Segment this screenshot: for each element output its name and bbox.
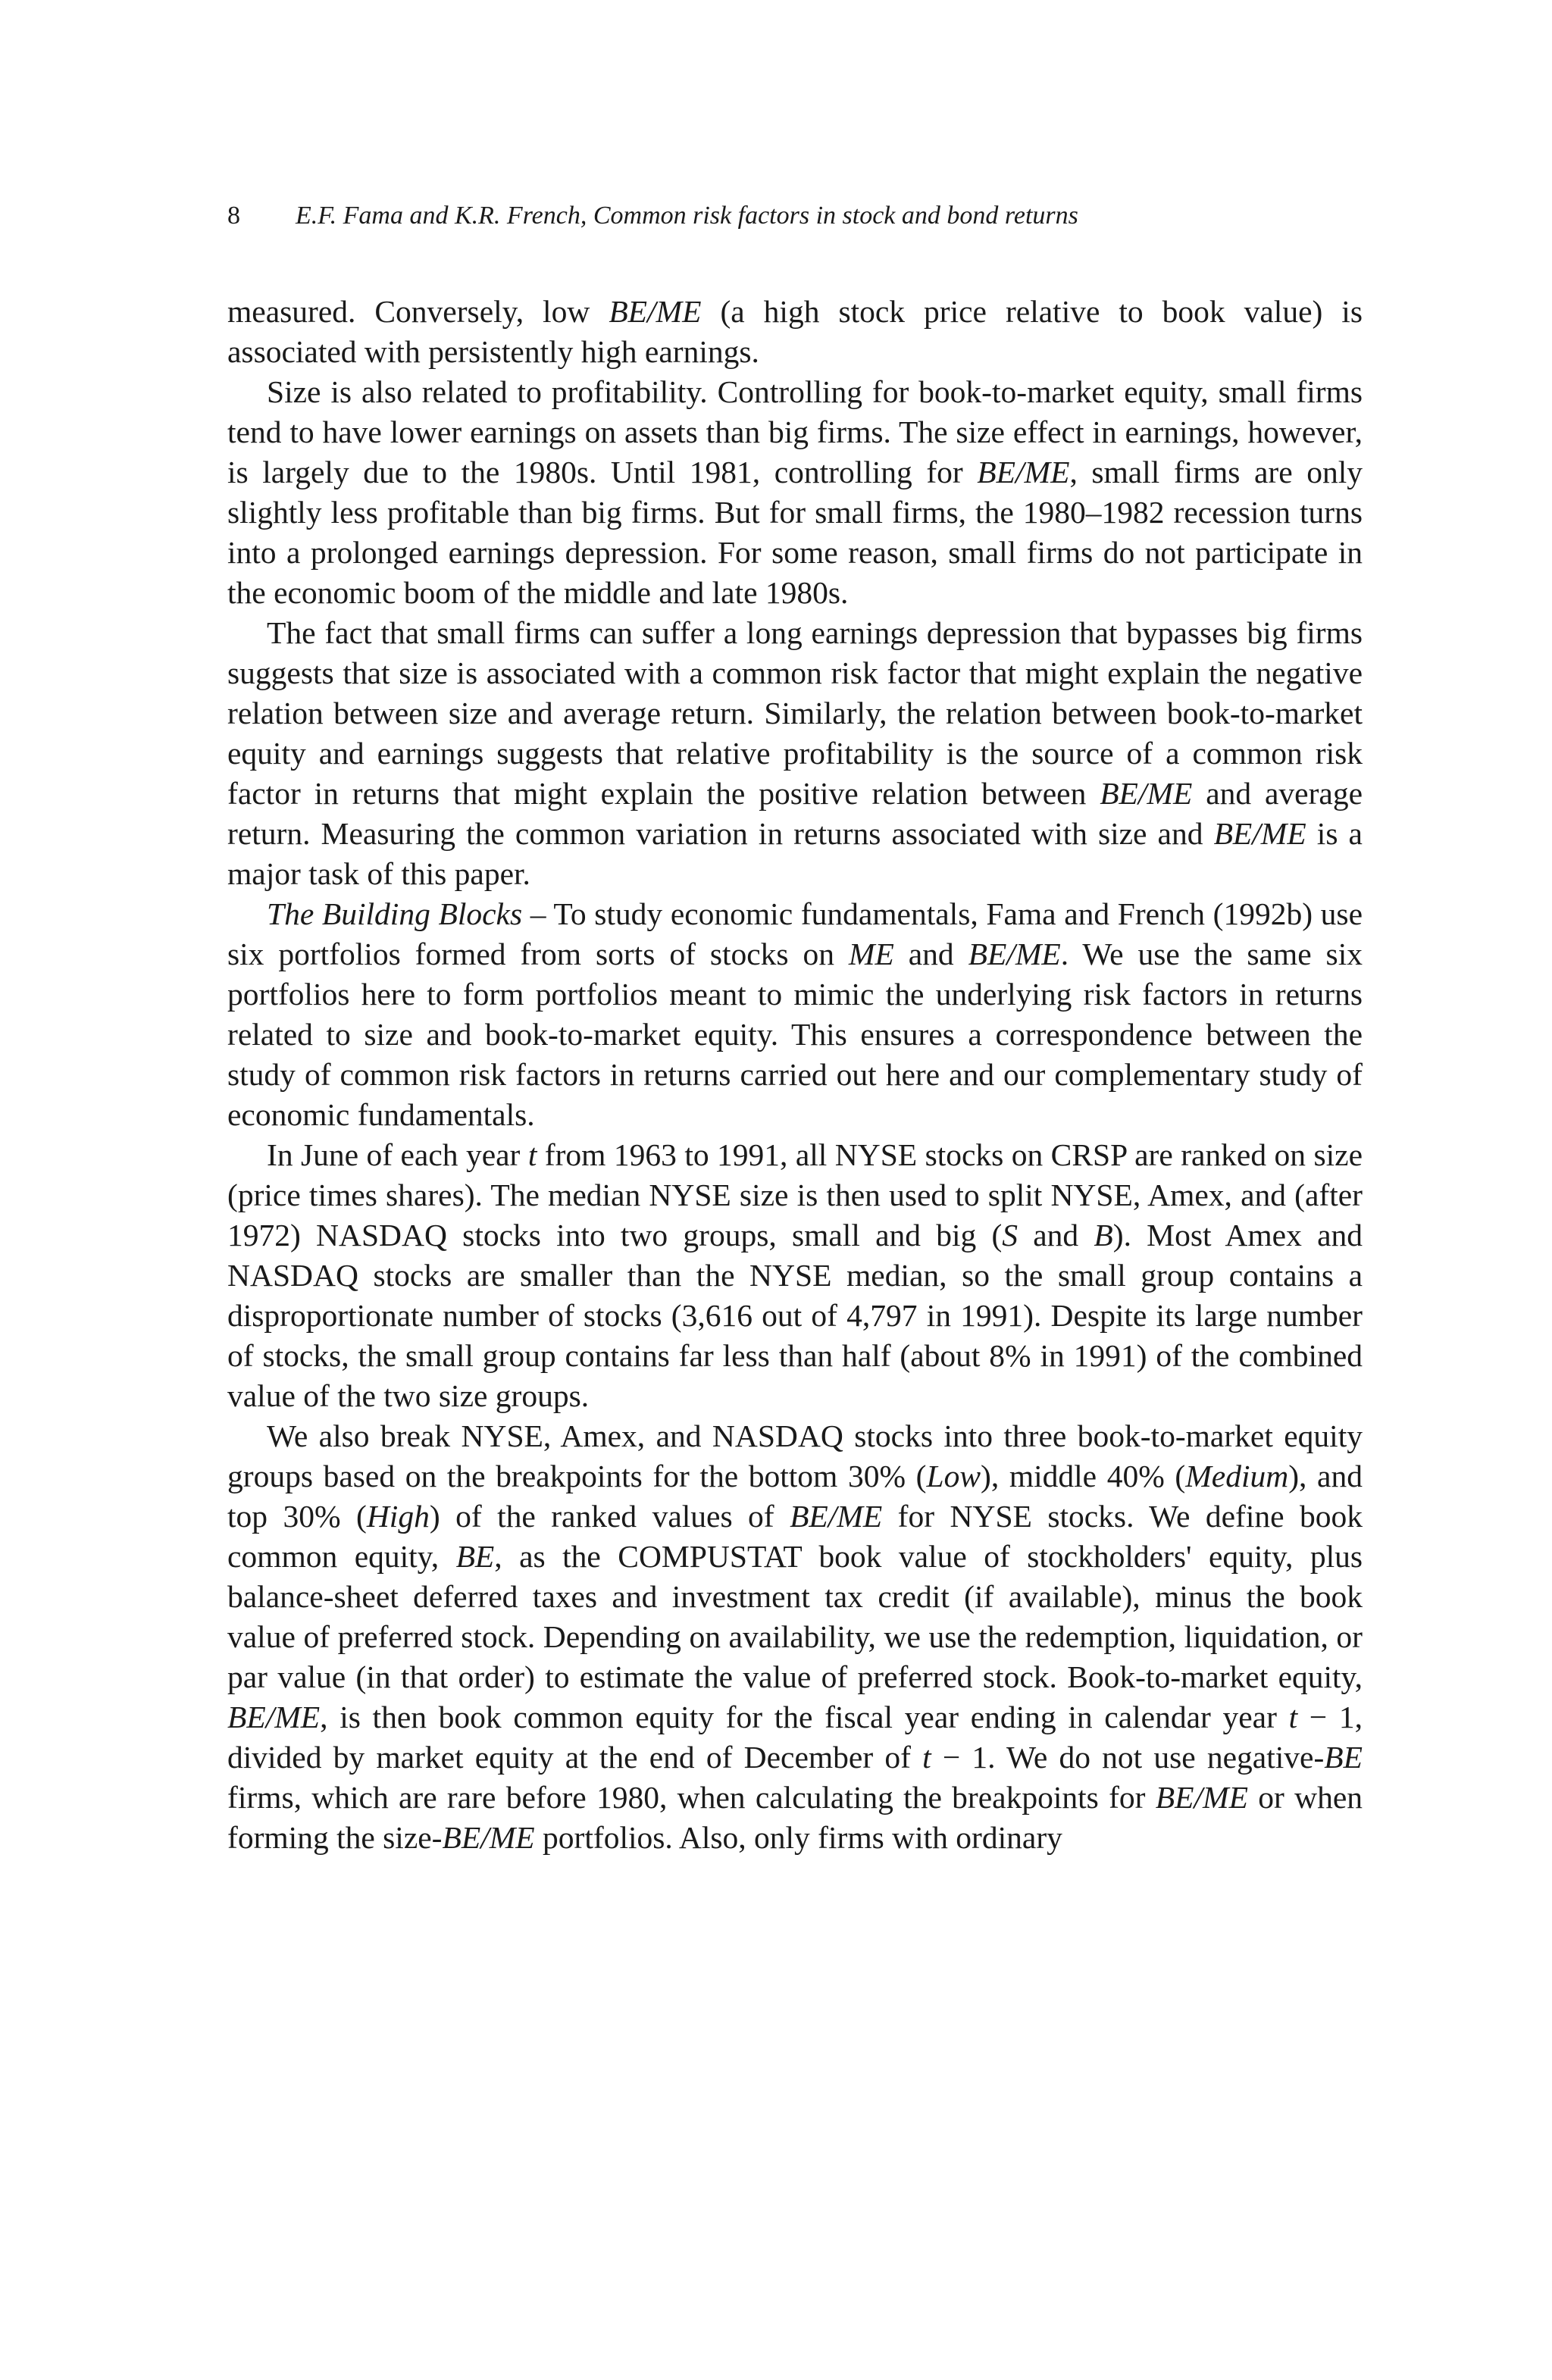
text-run: for NYSE stocks. We define book common equity,: [227, 1499, 1363, 1574]
text-run: − 1. We do not use negative-: [931, 1740, 1325, 1775]
italic-text: BE/ME: [1155, 1780, 1248, 1815]
text-run: firms, which are rare before 1980, when calculating the breakpoints for: [227, 1780, 1156, 1815]
text-run: Size is also related to profitability. Controlling for book-to-market equity, small firms tend to have lower earnings on assets than big firms. The size effect in earnings, however, is largely due to the 1980s. Until 1981, controlling for: [227, 374, 1363, 489]
text-run: . We use the same six portfolios here to form portfolios meant to mimic the underlying risk factors in returns related to size and book-to-market equity. This ensures a correspondence between the study of common risk factors in returns carried out here and our complementary study of economic fundamentals.: [227, 937, 1363, 1132]
text-run: , is then book common equity for the fiscal year ending in calendar year: [320, 1700, 1289, 1734]
italic-text: BE/ME: [1213, 816, 1306, 851]
italic-text: BE/ME: [609, 294, 702, 329]
paragraph-p6: [227, 1416, 1363, 1858]
text-run: or when forming the size-: [227, 1780, 1363, 1855]
italic-text: The Building Blocks: [267, 896, 523, 931]
text-run: We also break NYSE, Amex, and NASDAQ stocks into three book-to-market equity groups based on the breakpoints for the bottom 30% (: [227, 1418, 1363, 1493]
text-run: measured. Conversely, low: [227, 294, 609, 329]
italic-text: BE/ME: [790, 1499, 883, 1534]
running-head: E.F. Fama and K.R. French, Common risk factors in stock and bond returns: [296, 202, 1078, 230]
text-run: from 1963 to 1991, all NYSE stocks on CRSP are ranked on size (price times shares). The median NYSE size is then used to split NYSE, Amex, and (after 1972) NASDAQ stocks into two groups, small and big (: [227, 1137, 1363, 1253]
text-run: (a high stock price relative to book value) is associated with persistently high earnings.: [227, 294, 1363, 369]
text-run: − 1, divided by market equity at the end of December of: [227, 1700, 1363, 1775]
paragraph-p2: [227, 372, 1363, 613]
text-run: In June of each year: [267, 1137, 528, 1172]
text-run: is a major task of this paper.: [227, 816, 1363, 891]
italic-text: ME: [848, 937, 894, 971]
text-run: ). Most Amex and NASDAQ stocks are smaller than the NYSE median, so the small group contains a disproportionate number of stocks (3,616 out of 4,797 in 1991). Despite its large number of stocks, the small group contains far less than half (about 8% in 1991) of the combined value of the two size groups.: [227, 1218, 1363, 1413]
italic-text: BE/ME: [1100, 776, 1193, 811]
page-number: 8: [227, 202, 240, 230]
italic-text: BE/ME: [442, 1820, 535, 1855]
paragraph-p5: [227, 1135, 1363, 1416]
text-run: , small firms are only slightly less profitable than big firms. But for small firms, the 1980–1982 recession turns into a prolonged earnings depression. For some reason, small firms do not participate in the economic boom of the middle and late 1980s.: [227, 455, 1363, 610]
italic-text: t: [1288, 1700, 1298, 1734]
italic-text: BE/ME: [968, 937, 1061, 971]
running-header: [227, 201, 1364, 231]
text-run: – To study economic fundamentals, Fama and French (1992b) use six portfolios formed from sorts of stocks on: [227, 896, 1363, 971]
italic-text: t: [527, 1137, 537, 1172]
italic-text: Medium: [1185, 1459, 1289, 1493]
italic-text: t: [922, 1740, 931, 1775]
italic-text: BE/ME: [977, 455, 1070, 489]
text-run: ), and top 30% (: [227, 1459, 1363, 1534]
text-run: The fact that small firms can suffer a long earnings depression that bypasses big firms suggests that size is associated with a common risk factor that might explain the negative relation between size and average return. Similarly, the relation between book-to-market equity and earnings suggests that relative profitability is the source of a common risk factor in returns that might explain the positive relation between: [227, 615, 1363, 811]
text-run: ), middle 40% (: [981, 1459, 1186, 1493]
italic-text: BE: [455, 1539, 495, 1574]
paragraph-p4: [227, 894, 1363, 1135]
italic-text: BE/ME: [227, 1700, 321, 1734]
text-run: ) of the ranked values of: [429, 1499, 790, 1534]
italic-text: BE: [1324, 1740, 1363, 1775]
paragraph-p1: [227, 292, 1363, 372]
italic-text: S: [1002, 1218, 1018, 1253]
italic-text: Low: [926, 1459, 981, 1493]
text-run: portfolios. Also, only firms with ordinary: [534, 1820, 1062, 1855]
body-text: [227, 292, 1363, 1858]
text-run: and average return. Measuring the common variation in returns associated with size and: [227, 776, 1363, 851]
italic-text: B: [1094, 1218, 1113, 1253]
text-run: , as the COMPUSTAT book value of stockholders' equity, plus balance-sheet deferred taxes and investment tax credit (if available), minus the book value of preferred stock. Depending on availability, we use the redemption, liquidation, or par value (in that order) to estimate the value of preferred stock. Book-to-market equity,: [227, 1539, 1363, 1694]
text-run: and: [893, 937, 968, 971]
text-run: and: [1018, 1218, 1094, 1253]
paragraph-p3: [227, 613, 1363, 894]
italic-text: High: [366, 1499, 430, 1534]
